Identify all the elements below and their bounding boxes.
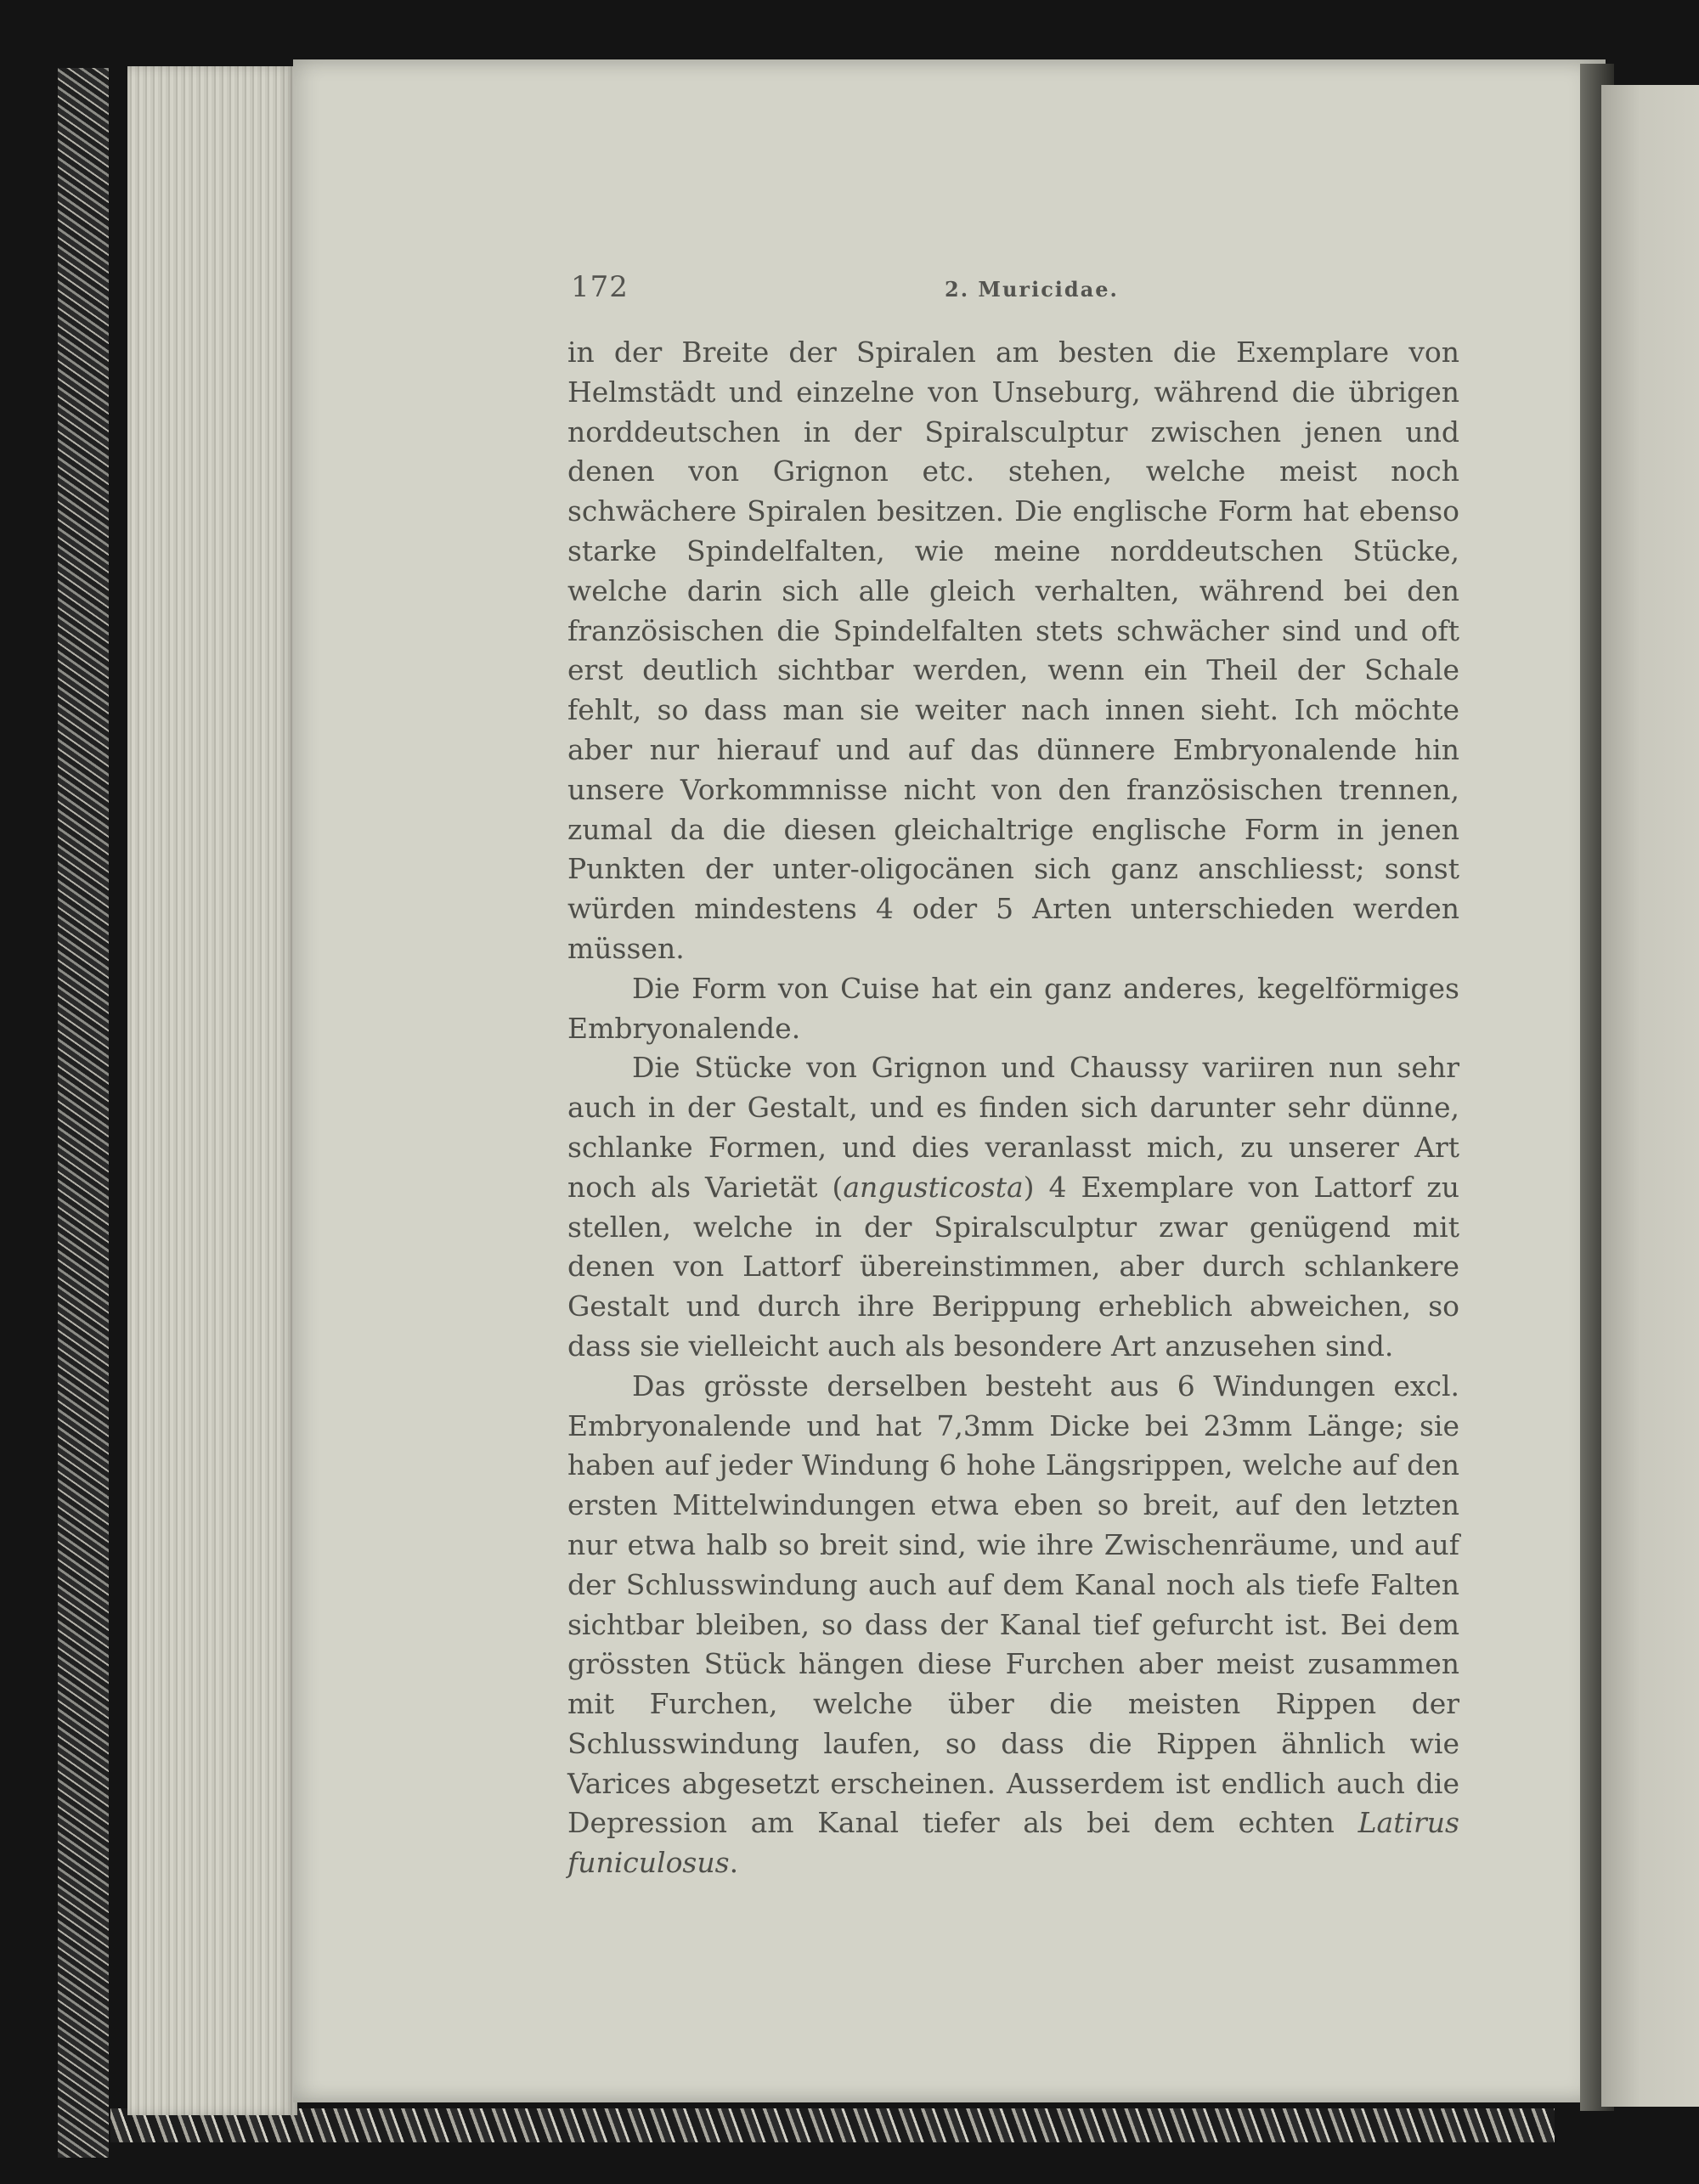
- book-cover-bottom-edge: [110, 2108, 1555, 2142]
- paragraph: [567, 1048, 1459, 1366]
- paragraph: [567, 1367, 1459, 1883]
- book-cover-edge: [58, 68, 109, 2158]
- paragraph-text: .: [729, 1846, 739, 1880]
- running-head: 2. Muricidae.: [945, 277, 1119, 302]
- body-text: [567, 333, 1459, 1883]
- page-number: 172: [571, 270, 629, 304]
- facing-page-edge: [1601, 85, 1699, 2107]
- page-header: [571, 270, 1461, 321]
- paragraph-text: ) 4 Exemplare von Lattorf zu stellen, welche in der Spiralsculptur zwar genügend mit denen von Lattorf übereinstimmen, aber durch schlankere Gestalt und durch ihre Berippung erheblich abweichen, so dass sie vielleicht auch als besondere Art anzusehen sind.: [567, 1170, 1459, 1363]
- paragraph: in der Breite der Spiralen am besten die Exemplare von Helmstädt und einzelne von Unseburg, während die übrigen norddeutschen in der Spiralsculptur zwischen jenen und denen von Grignon etc. stehen, welche meist noch schwächere Spiralen besitzen. Die englische Form hat ebenso starke Spindelfalten, wie meine norddeutschen Stücke, welche darin sich alle gleich verhalten, während bei den französischen die Spindelfalten stets schwächer sind und oft erst deutlich sichtbar werden, wenn ein Theil der Schale fehlt, so dass man sie weiter nach innen sieht. Ich möchte aber nur hierauf und auf das dünnere Embryonalende hin unsere Vorkommnisse nicht von den französischen trennen, zumal da die diesen gleichaltrige englische Form in jenen Punkten der unter-oligocänen sich ganz anschliesst; sonst würden mindestens 4 oder 5 Arten unterschieden werden müssen.: [567, 336, 1459, 965]
- paragraph-text: Das grösste derselben besteht aus 6 Windungen excl. Embryonalende und hat 7,3mm Dicke bei 23mm Länge; sie haben auf jeder Windung 6 hohe Längsrippen, welche auf den ersten Mittelwindungen etwa eben so breit, auf den letzten nur etwa halb so breit sind, wie ihre Zwischenräume, und auf der Schlusswindung auch auf dem Kanal noch als tiefe Falten sichtbar bleiben, so dass der Kanal tief gefurcht ist. Bei dem grössten Stück hängen diese Furchen aber meist zusammen mit Furchen, welche über die meisten Rippen der Schlusswindung laufen, so dass die Rippen ähnlich wie Varices abgesetzt erscheinen. Ausserdem ist endlich auch die Depression am Kanal tiefer als bei dem echten: [567, 1369, 1459, 1840]
- paragraph-text: Die Stücke von Grignon und Chaussy variiren nun sehr auch in der Gestalt, und es finden sich darunter sehr dünne, schlanke Formen, und dies veranlasst mich, zu unserer Art noch als Varietät (: [567, 1051, 1459, 1204]
- species-name-italic: Latirus funiculosus: [567, 1806, 1459, 1880]
- paragraph: Die Form von Cuise hat ein ganz anderes, kegelförmiges Embryonalende.: [567, 971, 1459, 1045]
- variety-name-italic: angusticosta: [843, 1170, 1024, 1204]
- page-stack-edge: [127, 66, 297, 2115]
